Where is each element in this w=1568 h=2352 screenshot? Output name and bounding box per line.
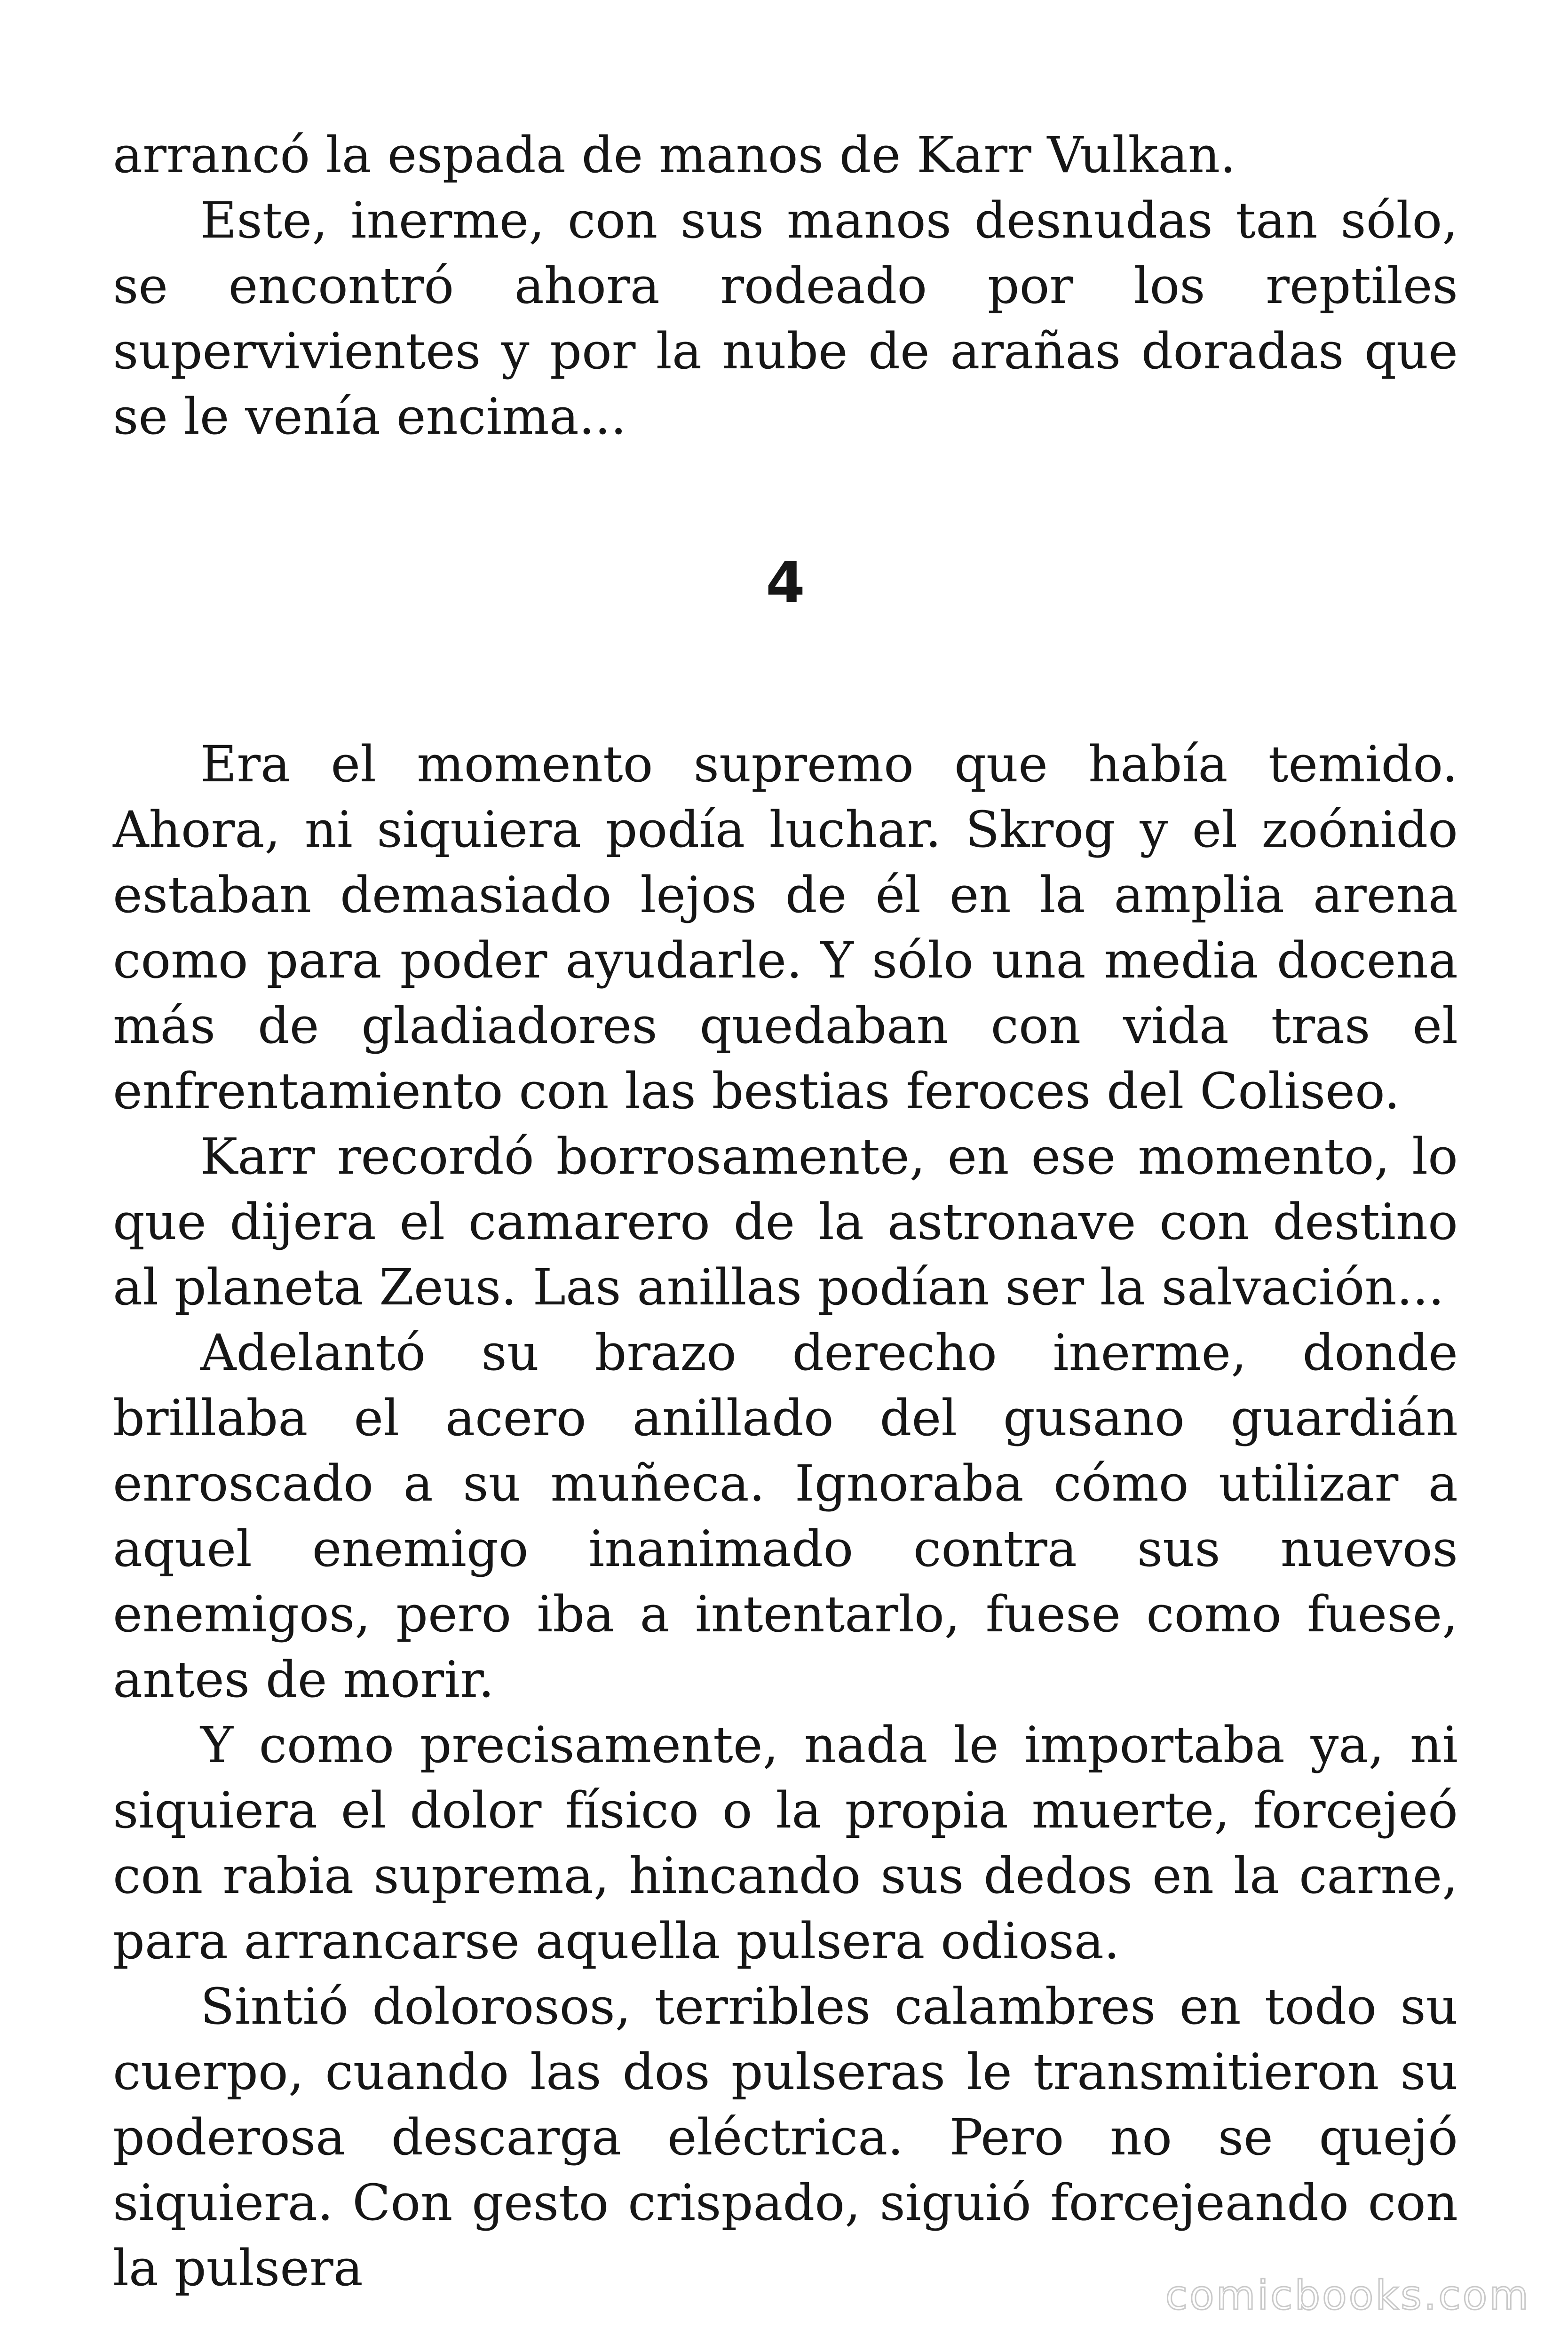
paragraph: Sintió dolorosos, terribles calambres en todo su cuerpo, cuando las dos pulseras le transmitieron su poderosa descarga eléctrica. Pero no se quejó siquiera. Con gesto crispado, siguió forcejeando con la pulsera <box>113 1978 1458 2297</box>
chapter-number: 4 <box>766 550 805 616</box>
paragraph: Era el momento supremo que había temido. Ahora, ni siquiera podía luchar. Skrog y el zoónido estaban demasiado lejos de él en la amplia arena como para poder ayudarle. Y sólo una media docena más de gladiadores quedaban con vida tras el enfrentamiento con las bestias feroces del Coliseo. <box>113 735 1458 1120</box>
paragraph: Y como precisamente, nada le importaba ya, ni siquiera el dolor físico o la propia muerte, forcejeó con rabia suprema, hincando sus dedos en la carne, para arrancarse aquella pulsera odiosa. <box>113 1716 1458 1970</box>
book-page <box>113 122 1458 2301</box>
paragraph-continuation: arrancó la espada de manos de Karr Vulkan. <box>113 126 1236 184</box>
paragraph: Este, inerme, con sus manos desnudas tan sólo, se encontró ahora rodeado por los reptiles supervivientes y por la nube de arañas doradas que se le venía encima... <box>113 191 1458 445</box>
paragraph: Karr recordó borrosamente, en ese momento, lo que dijera el camarero de la astronave con destino al planeta Zeus. Las anillas podían ser la salvación... <box>113 1128 1458 1316</box>
paragraph: Adelantó su brazo derecho inerme, donde brillaba el acero anillado del gusano guardián enroscado a su muñeca. Ignoraba cómo utilizar a aquel enemigo inanimado contra sus nuevos enemigos, pero iba a intentarlo, fuese como fuese, antes de morir. <box>113 1324 1458 1708</box>
watermark: comicbooks.com <box>1165 2272 1530 2319</box>
